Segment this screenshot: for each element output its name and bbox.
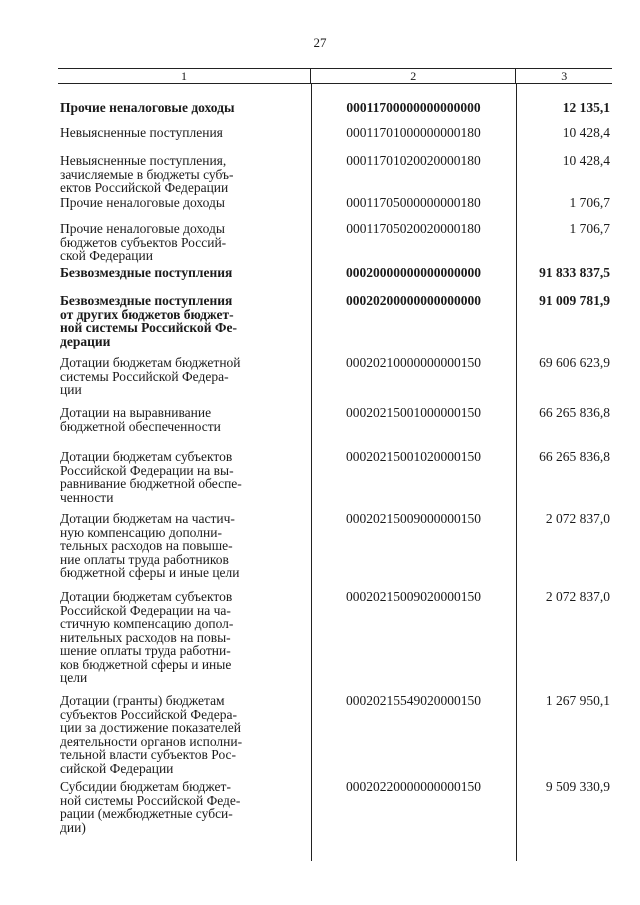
row-value: 1 706,7: [569, 195, 610, 210]
row-value: 2 072 837,0: [545, 511, 610, 526]
row-code: 00020215001020000150: [346, 449, 481, 464]
row-name-line: Невыясненные поступления,: [60, 153, 227, 168]
table-row: [58, 101, 612, 115]
row-name: [58, 196, 311, 210]
header-col-2: 2: [310, 69, 515, 83]
row-code: 00020200000000000000: [346, 293, 481, 308]
row-name-line: от других бюджетов бюджет-: [60, 306, 234, 322]
row-name-line: субъектов Российской Федера-: [60, 706, 237, 722]
row-name: [58, 512, 311, 580]
row-name-line: равнивание бюджетной обеспе-: [60, 476, 242, 491]
row-name-line: ков бюджетной сферы и иные: [60, 656, 232, 672]
row-name-line: ции: [60, 382, 82, 397]
table-row: [58, 512, 612, 580]
row-name-line: Дотации бюджетам субъектов: [60, 449, 233, 464]
table-row: [58, 266, 612, 280]
row-name-line: тельной власти субъектов Рос-: [60, 747, 237, 762]
row-name-line: деятельности органов исполни-: [60, 733, 243, 749]
row-name-line: ную компенсацию дополни-: [60, 524, 222, 540]
row-name-line: бюджетной обеспеченности: [60, 418, 221, 434]
row-value: 2 072 837,0: [545, 589, 610, 604]
row-value: 10 428,4: [562, 153, 610, 168]
table-header: [58, 68, 612, 84]
row-name: [58, 356, 311, 397]
table-row: [58, 590, 612, 685]
row-name-line: Прочие неналоговые доходы: [60, 195, 225, 210]
row-name-line: нительных расходов на повы-: [60, 629, 231, 645]
row-code: 00011705000000000180: [346, 195, 481, 210]
row-name: [58, 266, 311, 280]
table-row: [58, 154, 612, 195]
row-name-line: Прочие неналоговые доходы: [60, 221, 225, 236]
revenue-table: [58, 68, 612, 861]
row-code: 00020215001000000150: [346, 405, 481, 420]
row-code: 00011705020020000180: [346, 221, 481, 236]
row-value: 1 706,7: [569, 221, 610, 236]
row-name-line: ектов Российской Федерации: [60, 180, 229, 195]
row-code: 00011701000000000180: [346, 125, 481, 140]
row-name: [58, 222, 311, 263]
row-value: 12 135,1: [562, 100, 610, 115]
row-name-line: Дотации бюджетам субъектов: [60, 589, 233, 604]
row-value: 9 509 330,9: [545, 779, 610, 794]
table-row: [58, 406, 612, 433]
row-code: 00020220000000000150: [346, 779, 481, 794]
page-number: 27: [313, 35, 327, 50]
row-name-line: бюджетной сферы и иные цели: [60, 565, 240, 580]
row-code: 00020215549020000150: [346, 693, 481, 708]
table-row: [58, 780, 612, 834]
row-name-line: Дотации (гранты) бюджетам: [60, 693, 225, 708]
row-name-line: системы Российской Федера-: [60, 368, 229, 384]
row-name-line: цели: [60, 670, 88, 685]
table-row: [58, 294, 612, 348]
table-row: [58, 356, 612, 397]
row-name-line: сийской Федерации: [60, 760, 174, 776]
row-name-line: Прочие неналоговые доходы: [60, 100, 235, 115]
row-name-line: Безвозмездные поступления: [60, 293, 233, 308]
row-name-line: дерации: [60, 333, 111, 349]
row-name: [58, 406, 311, 433]
row-name: [58, 294, 311, 348]
row-name-line: зачисляемые в бюджеты субъ-: [60, 166, 234, 182]
row-name-line: ции за достижение показателей: [60, 720, 241, 735]
table-row: [58, 196, 612, 210]
row-name-line: стичную компенсацию допол-: [60, 616, 234, 631]
row-code: 00020210000000000150: [346, 355, 481, 370]
row-name: [58, 101, 311, 115]
row-value: 69 606 623,9: [539, 355, 610, 370]
table-row: [58, 222, 612, 263]
row-name-line: ской Федерации: [60, 248, 153, 263]
row-code: 00011701020020000180: [346, 153, 481, 168]
row-name-line: ченности: [60, 489, 114, 505]
table-row: [58, 450, 612, 504]
row-name-line: тельных расходов на повыше-: [60, 538, 233, 553]
row-name-line: ной системы Российской Феде-: [60, 792, 241, 808]
row-name-line: Дотации бюджетам на частич-: [60, 511, 235, 526]
row-name-line: Российской Федерации на вы-: [60, 462, 234, 478]
row-name-line: Субсидии бюджетам бюджет-: [60, 779, 231, 794]
row-code: 00020215009000000150: [346, 511, 481, 526]
row-name: [58, 590, 311, 685]
row-name: [58, 154, 311, 195]
row-value: 66 265 836,8: [539, 449, 610, 464]
row-code: 00020215009020000150: [346, 589, 481, 604]
row-name-line: Дотации бюджетам бюджетной: [60, 355, 241, 370]
row-name: [58, 780, 311, 834]
header-col-3: 3: [515, 69, 612, 83]
row-name-line: шение оплаты труда работни-: [60, 643, 231, 658]
row-value: 91 833 837,5: [539, 265, 610, 280]
row-name-line: рации (межбюджетные субси-: [60, 806, 233, 821]
row-code: 00011700000000000000: [346, 100, 481, 115]
table-row: [58, 694, 612, 775]
table-body: [58, 84, 612, 861]
row-name: [58, 126, 311, 140]
row-name-line: ной системы Российской Фе-: [60, 320, 237, 335]
row-value: 1 267 950,1: [545, 693, 610, 708]
row-value: 66 265 836,8: [539, 405, 610, 420]
row-name-line: бюджетов субъектов Россий-: [60, 234, 227, 250]
row-name-line: ние оплаты труда работников: [60, 551, 229, 567]
row-code: 00020000000000000000: [346, 265, 481, 280]
row-name-line: Дотации на выравнивание: [60, 405, 212, 420]
row-name-line: Безвозмездные поступления: [60, 265, 233, 280]
row-name: [58, 450, 311, 504]
header-col-1: 1: [181, 69, 188, 83]
row-value: 91 009 781,9: [539, 293, 610, 308]
row-name-line: Невыясненные поступления: [60, 125, 223, 140]
row-name-line: дии): [60, 819, 86, 835]
row-name: [58, 694, 311, 775]
table-row: [58, 126, 612, 140]
row-value: 10 428,4: [562, 125, 610, 140]
row-name-line: Российской Федерации на ча-: [60, 602, 231, 618]
